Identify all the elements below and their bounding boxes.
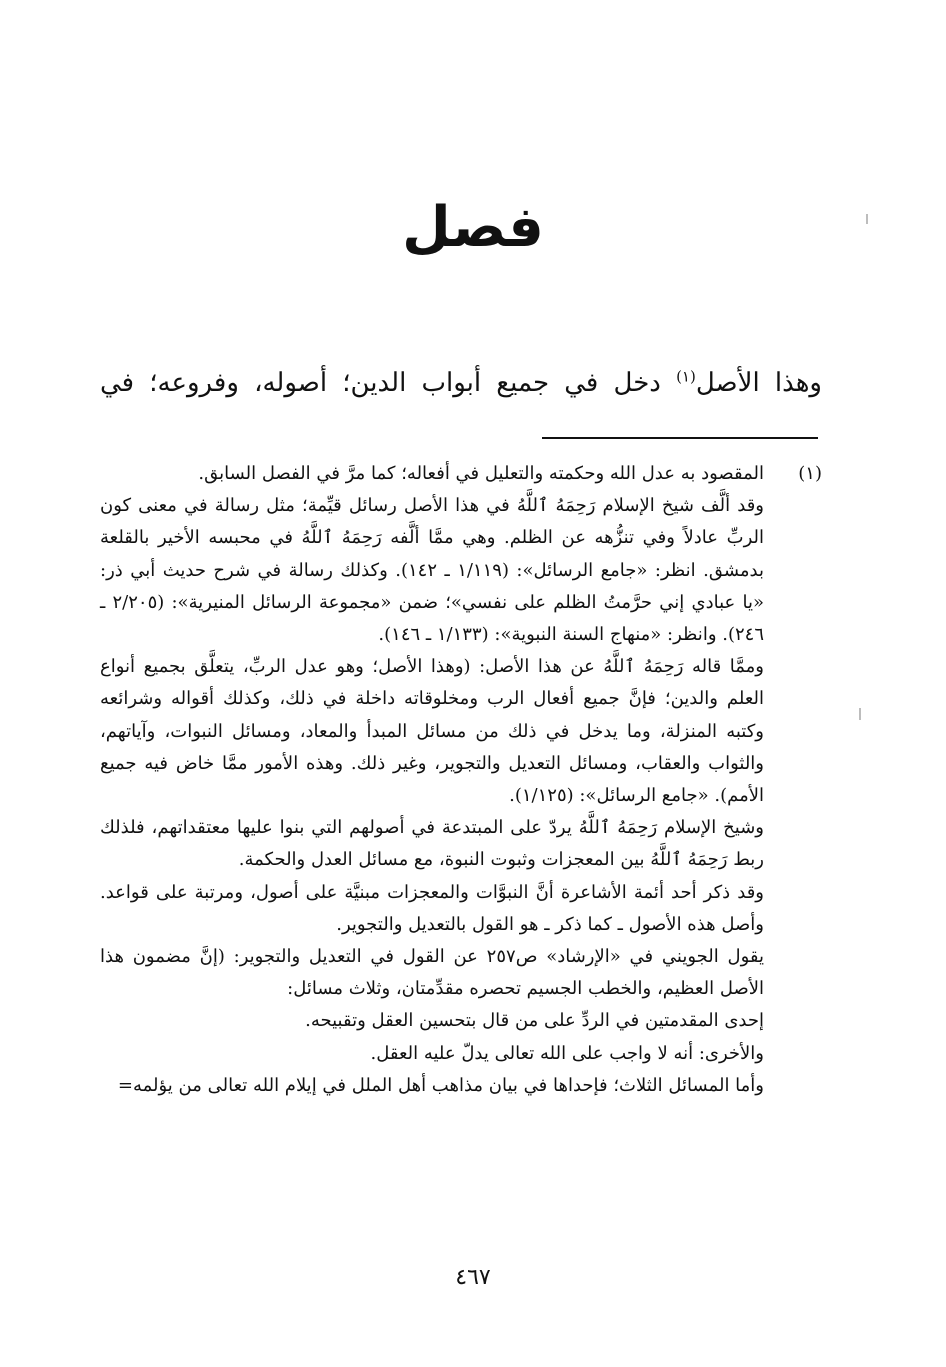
footnote-section [100, 458, 822, 1102]
main-text-before-note: وهذا الأصل [695, 368, 822, 398]
footnote-marker: (١) [798, 463, 822, 484]
scan-artifact [866, 214, 868, 224]
footnote-paragraph: وشيخ الإسلام رَحِمَهُ ٱللَّهُ يردّ على المبتدعة في أصولهم التي بنوا عليها معتقداتهم، فلذلك ربط رَحِمَهُ ٱللَّهُ بين المعجزات وثبوت النبوة، مع مسائل العدل والحكمة. [100, 817, 764, 871]
footnote-paragraph: يقول الجويني في «الإرشاد» ص٢٥٧ عن القول في التعديل والتجوير: (إنَّ مضمون هذا الأصل العظيم، والخطب الجسيم تحصره مقدِّمتان، وثلاث مسائل: [100, 946, 764, 1000]
page-number: ٤٦٧ [455, 1265, 491, 1290]
main-text-line [100, 358, 822, 408]
footnote-paragraph: وقد ذكر أحد أئمة الأشاعرة أنَّ النبوَّات والمعجزات مبنيَّة على أصول، ومرتبة على قواعد. وأصل هذه الأصول ـ كما ذكر ـ هو القول بالتعديل والتجوير. [100, 881, 764, 935]
chapter-title: فصل [402, 195, 544, 260]
footnote-reference: (١) [676, 367, 696, 386]
scan-artifact [859, 708, 861, 720]
footnote-paragraph: والأخرى: أنه لا واجب على الله تعالى يدلّ عليه العقل. [370, 1042, 764, 1064]
main-text-after-note: دخل في جميع أبواب الدين؛ أصوله، وفروعه؛ في [100, 368, 677, 398]
footnote-separator [542, 437, 818, 439]
footnote-paragraph: المقصود به عدل الله وحكمته والتعليل في أفعاله؛ كما مرَّ في الفصل السابق. [198, 463, 764, 484]
footnote-paragraph: وممَّا قاله رَحِمَهُ ٱللَّهُ عن هذا الأصل: (وهذا الأصل؛ وهو عدل الربِّ، يتعلَّق بجميع أنواع العلم والدين؛ فإنَّ جميع أفعال الرب ومخلوقاته داخلة في ذلك، وكذلك أقواله وشرائعه وكتبه المنزلة، وما يدخل في ذلك من مسائل المبدأ والمعاد، ومسائل النبوات، وآياتهم، والثواب والعقاب، ومسائل التعديل والتجوير، وغير ذلك. وهذه الأمور ممَّا خاض فيه جميع الأمم). «جامع الرسائل»: (١/١٢٥). [100, 656, 764, 807]
footnote-paragraph: وقد ألَّف شيخ الإسلام رَحِمَهُ ٱللَّهُ في هذا الأصل رسائل قيِّمة؛ مثل رسالة في معنى كون الربِّ عادلاً وفي تنزُّهه عن الظلم. وهي ممَّا ألَّفه رَحِمَهُ ٱللَّهُ في محبسه الأخير بالقلعة بدمشق. انظر: «جامع الرسائل»: (١/١١٩ ـ ١٤٢). وكذلك رسالة في شرح حديث أبي ذر: «يا عبادي إني حرَّمتُ الظلم على نفسي»؛ ضمن «مجموعة الرسائل المنيرية»: (٢/٢٠٥ ـ ٢٤٦). وانظر: «منهاج السنة النبوية»: (١/١٣٣ ـ ١٤٦). [100, 495, 764, 646]
footnote-body [100, 458, 764, 1102]
footnote-paragraph: وأما المسائل الثلاث؛ فإحداها في بيان مذاهب أهل الملل في إيلام الله تعالى من يؤلمه= [117, 1074, 764, 1096]
footnote-paragraph: إحدى المقدمتين في الردِّ على من قال بتحسين العقل وتقبيحه. [305, 1010, 764, 1032]
